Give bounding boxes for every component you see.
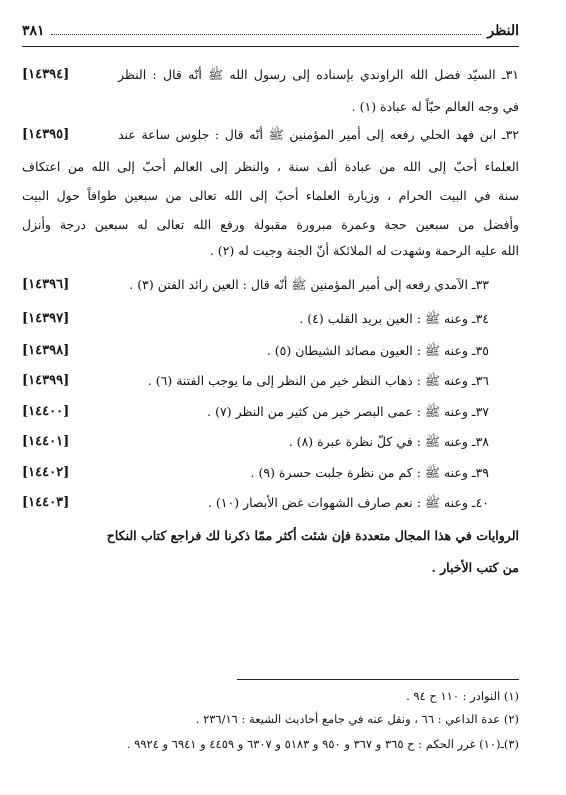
entry-line: ٣٥ـ وعنه ﷺ : العيون مصائد الشيطان (٥) . bbox=[266, 343, 489, 358]
header-rule bbox=[22, 46, 519, 47]
entry-line: في وجه العالم حبّاً له عبادة (١) . bbox=[351, 99, 519, 114]
entry-line: ٣٢ـ ابن فهد الحلي رفعه إلى أمير المؤمنين ﷺ أنّه قال : جلوس ساعة عند bbox=[118, 127, 519, 142]
entry-line: سنة في البيت الحرام ، وزيارة العلماء أحبّ إلى الله تعالى من سبعين طوافاً حول البيت bbox=[22, 188, 519, 203]
hadith-reference: [١٤٣٩٧] bbox=[22, 311, 70, 326]
entry-line: الله عليه الرحمة وشهدت له الملائكة أنّ الجنة وجبت له (٢) . bbox=[209, 243, 519, 258]
entry-line: وأفضل من سبعين حجة وعمرة مبرورة مقبولة ورفع الله تعالى له سبعين درجة وأنزل bbox=[22, 217, 519, 232]
entry-line: ٣٣ـ الآمدي رفعه إلى أمير المؤمنين ﷺ أنّه قال : العين رائد الفتن (٣) . bbox=[129, 277, 489, 292]
hadith-reference: [١٤٣٩٩] bbox=[22, 373, 70, 388]
entry-line: ٣٦ـ وعنه ﷺ : ذهاب النظر خير من النظر إلى ما يوجب الفتنة (٦) . bbox=[147, 373, 489, 388]
footnote: (١) النوادر : ١١٠ ح ٩٤ . bbox=[406, 689, 519, 703]
footnote-rule bbox=[237, 679, 519, 680]
closing-line: الروايات في هذا المجال متعددة فإن شئت أكثر ممّا ذكرنا لك فراجع كتاب النكاح bbox=[106, 528, 519, 543]
footnote: (٢) عدة الداعي : ٦٦ ، ونقل عنه في جامع أحاديث الشيعة : ٢٣٦/١٦ . bbox=[195, 712, 519, 726]
hadith-reference: [١٤٤٠٠] bbox=[22, 404, 70, 419]
page-number: ٣٨١ bbox=[22, 23, 45, 39]
header-leader-dots bbox=[51, 22, 482, 35]
entry-line: ٤٠ـ وعنه ﷺ : نعم صارف الشهوات غض الأبصار (١٠) . bbox=[207, 495, 489, 510]
hadith-reference: [١٤٤٠١] bbox=[22, 434, 70, 449]
hadith-reference: [١٤٤٠٢] bbox=[22, 465, 70, 480]
entry-line: ٣٧ـ وعنه ﷺ : عمى البصر خير من كثير من النظر (٧) . bbox=[207, 404, 489, 419]
page-header bbox=[22, 22, 519, 44]
running-title: النظر bbox=[487, 23, 519, 39]
entry-14399 bbox=[22, 368, 519, 394]
entry-14396 bbox=[22, 272, 519, 298]
hadith-reference: [١٤٣٩٤] bbox=[22, 67, 70, 82]
entry-line: العلماء أحبّ إلى الله من عبادة ألف سنة ، والنظر إلى العالم أحبّ إلى الله من اعتكاف bbox=[22, 159, 519, 174]
entry-14400 bbox=[22, 399, 519, 425]
entry-14401 bbox=[22, 429, 519, 455]
closing-line: من كتب الأخبار . bbox=[431, 560, 519, 575]
entry-14402 bbox=[22, 460, 519, 486]
closing-paragraph bbox=[22, 522, 519, 582]
hadith-reference: [١٤٣٩٦] bbox=[22, 277, 70, 292]
hadith-reference: [١٤٣٩٥] bbox=[22, 127, 70, 142]
entry-14395 bbox=[22, 122, 519, 148]
entry-line: ٣٨ـ وعنه ﷺ : في كلّ نظرة عبرة (٨) . bbox=[288, 434, 489, 449]
footnote: (٣)ـ(١٠) غرر الحكم : ح ٣٦٥ و ٣٦٧ و ٩٥٠ و ٥١٨٣ و ٦٣٠٧ و ٤٤٥٩ و ٦٩٤١ و ٩٩٢٤ . bbox=[126, 737, 519, 751]
entry-14397 bbox=[22, 306, 519, 332]
entry-14394 bbox=[22, 62, 519, 88]
entry-line: ٣٤ـ وعنه ﷺ : العين بريد القلب (٤) . bbox=[299, 311, 489, 326]
hadith-reference: [١٤٣٩٨] bbox=[22, 343, 70, 358]
entry-line: ٣٩ـ وعنه ﷺ : كم من نظرة جلبت حسرة (٩) . bbox=[250, 465, 489, 480]
entry-14398 bbox=[22, 338, 519, 364]
entry-line: ٣١ـ السيّد فضل الله الراوندي بإسناده إلى رسول الله ﷺ أنّه قال : النظر bbox=[118, 67, 519, 82]
entry-14403 bbox=[22, 490, 519, 516]
hadith-reference: [١٤٤٠٣] bbox=[22, 495, 70, 510]
